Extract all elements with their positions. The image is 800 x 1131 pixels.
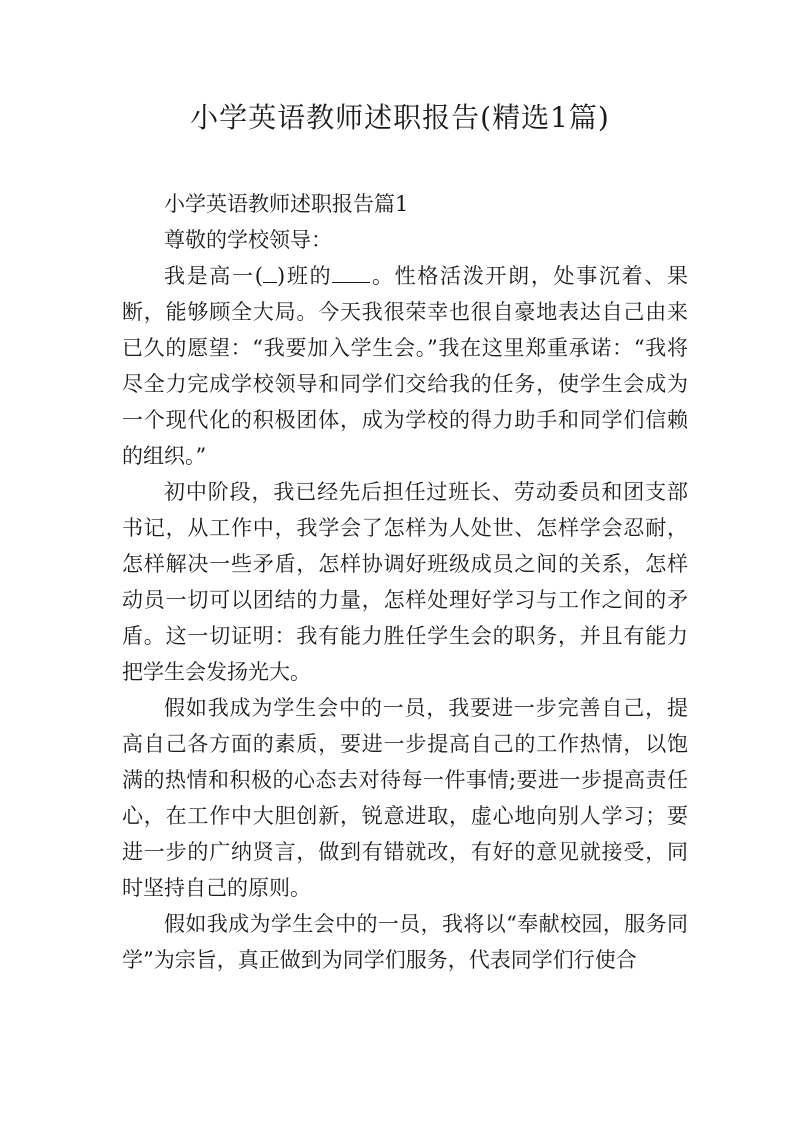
salutation: 尊敬的学校领导：: [164, 228, 332, 252]
section-heading: 小学英语教师述职报告篇1: [164, 192, 409, 216]
paragraph-4: 假如我成为学生会中的一员，我将以“奉献校园，服务同学”为宗旨，真正做到为同学们服务，代表同学们行使合: [122, 912, 688, 972]
document-body: [122, 186, 688, 978]
paragraph-3: 假如我成为学生会中的一员，我要进一步完善自己，提高自己各方面的素质，要进一步提高自己的工作热情，以饱满的热情和积极的心态去对待每一件事情;要进一步提高责任心，在工作中大胆创新，锐意进取，虚心地向别人学习；要进一步的广纳贤言，做到有错就改，有好的意见就接受，同时坚持自己的原则。: [122, 696, 688, 900]
paragraph-1-text-c: 。性格活泼开朗，处事沉着、果断，能够顾全大局。今天我很荣幸也很自豪地表达自己由来已久的愿望：“我要加入学生会。”我在这里郑重承诺：“我将尽全力完成学校领导和同学们交给我的任务，使学生会成为一个现代化的积极团体，成为学校的得力助手和同学们信赖的组织。”: [122, 264, 688, 468]
class-number-blank: [263, 282, 277, 283]
name-blank: [332, 282, 370, 283]
paragraph-2: 初中阶段，我已经先后担任过班长、劳动委员和团支部书记，从工作中，我学会了怎样为人处世、怎样学会忍耐，怎样解决一些矛盾，怎样协调好班级成员之间的关系，怎样动员一切可以团结的力量，怎样处理好学习与工作之间的矛盾。这一切证明：我有能力胜任学生会的职务，并且有能力把学生会发扬光大。: [122, 480, 688, 684]
paragraph-1: [122, 258, 688, 474]
paragraph-1-text-a: 我是高一(: [164, 264, 263, 288]
paragraph-1-text-b: )班的: [276, 264, 333, 288]
document-title: 小学英语教师述职报告(精选1篇): [190, 101, 610, 134]
